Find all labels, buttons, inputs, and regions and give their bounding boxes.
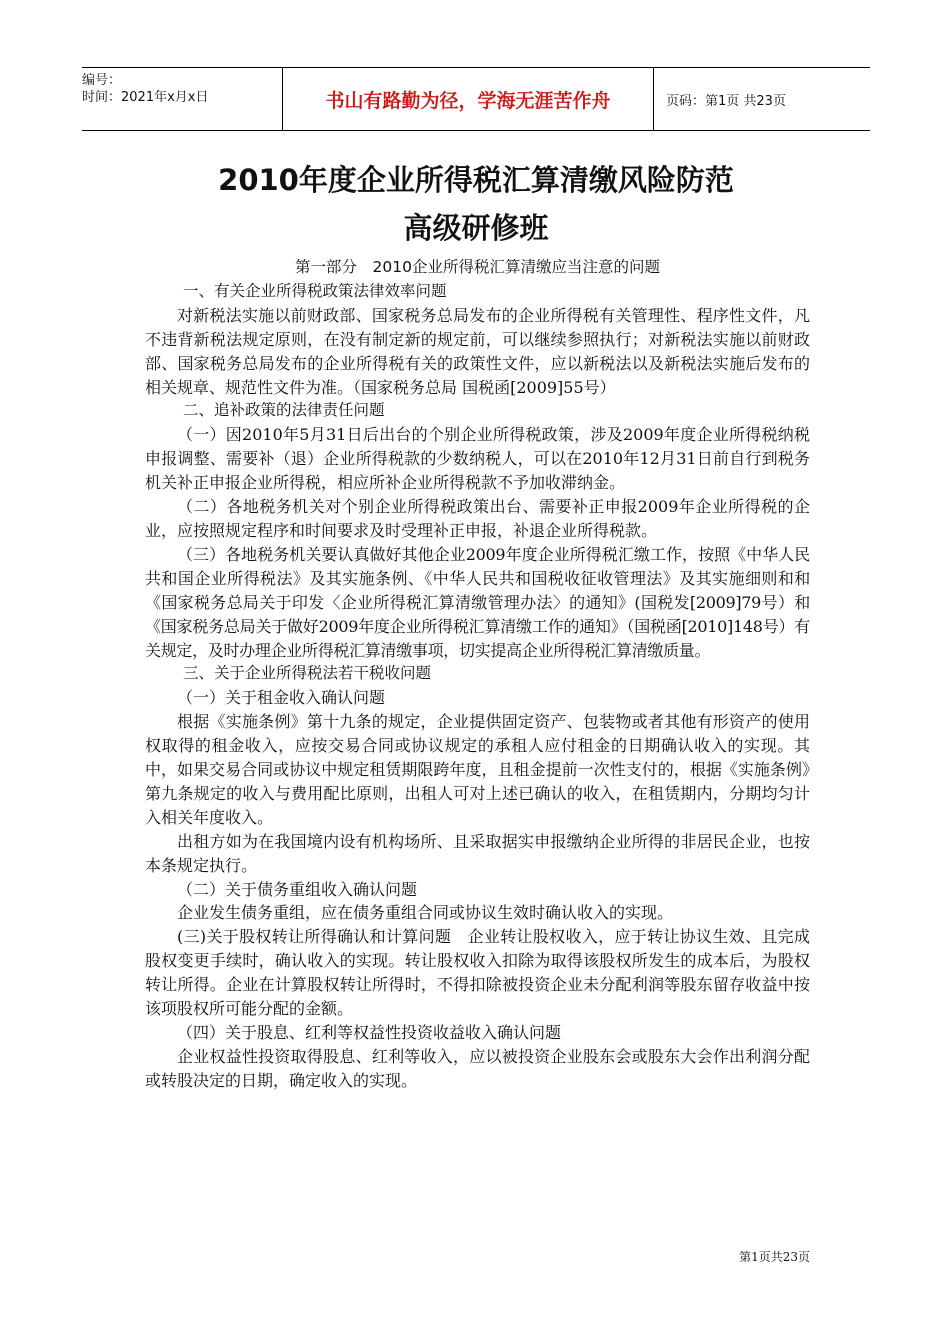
serial-label: 编号： [82, 73, 122, 88]
paragraph: （二）各地税务机关对个别企业所得税政策出台、需要补正申报2009年企业所得税的企业，应按照规定程序和时间要求及时受理补正申报，补退企业所得税款。 [145, 497, 810, 540]
paragraph: 出租方如为在我国境内设有机构场所、且采取据实申报缴纳企业所得的非居民企业，也按本条规定执行。 [145, 831, 810, 875]
subsection-heading: （四）关于股息、红利等权益性投资收益收入确认问题 [177, 1023, 562, 1042]
header-page-info: 页码：第1页 共23页 [666, 93, 786, 109]
document-body [145, 256, 810, 1093]
paragraph: 企业权益性投资取得股息、红利等收入，应以被投资企业股东会或股东大会作出利润分配或转股决定的日期，确定收入的实现。 [145, 1046, 810, 1090]
part-heading: 第一部分 2010企业所得税汇算清缴应当注意的问题 [295, 258, 660, 276]
section-heading: 二、追补政策的法律责任问题 [183, 401, 385, 420]
page-footer: 第1页共23页 [739, 1250, 810, 1264]
section-heading: 一、有关企业所得税政策法律效率问题 [183, 281, 447, 300]
paragraph: 根据《实施条例》第十九条的规定，企业提供固定资产、包装物或者其他有形资产的使用权取得的租金收入，应按交易合同或协议规定的承租人应付租金的日期确认收入的实现。其中，如果交易合同或协议中规定租赁期限跨年度，且租金提前一次性支付的，根据《实施条例》第九条规定的收入与费用配比原则，出租人可对上述已确认的收入，在租赁期内，分期均匀计入相关年度收入。 [145, 712, 810, 827]
paragraph: 对新税法实施以前财政部、国家税务总局发布的企业所得税有关管理性、程序性文件，凡不违背新税法规定原则，在没有制定新的规定前，可以继续参照执行；对新税法实施以前财政部、国家税务总局发布的企业所得税有关的政策性文件，应以新税法以及新税法实施后发布的相关规章、规范性文件为准。（国家税务总局 国税函[2009]55号） [145, 305, 810, 397]
section-heading: 三、关于企业所得税法若干税收问题 [183, 664, 432, 683]
page-header [82, 67, 870, 131]
document-title-line1: 2010年度企业所得税汇算清缴风险防范 [218, 163, 734, 197]
subsection-heading: （二）关于债务重组收入确认问题 [177, 879, 418, 899]
header-motto: 书山有路勤为径，学海无涯苦作舟 [282, 68, 654, 130]
subsection-heading: （一）关于租金收入确认问题 [177, 688, 386, 708]
paragraph: （一）因2010年5月31日后出台的个别企业所得税政策，涉及2009年度企业所得税纳税申报调整、需要补（退）企业所得税款的少数纳税人，可以在2010年12月31日前自行到税务机关补正申报企业所得税，相应所补企业所得税款不予加收滞纳金。 [145, 425, 810, 493]
header-meta [82, 68, 282, 130]
paragraph: 企业发生债务重组，应在债务重组合同或协议生效时确认收入的实现。 [177, 903, 674, 923]
document-title-line2: 高级研修班 [403, 211, 549, 245]
time-label: 时间：2021年x月x日 [82, 90, 209, 105]
paragraph: （三）各地税务机关要认真做好其他企业2009年度企业所得税汇缴工作，按照《中华人民共和国企业所得税法》及其实施条例、《中华人民共和国税收征收管理法》及其实施细则和和《国家税务总局关于印发〈企业所得税汇算清缴管理办法〉的通知》(国税发[2009]79号）和《国家税务总局关于做好2009年度企业所得税汇算清缴工作的通知》（国税函[2010]148号）有关规定，及时办理企业所得税汇算清缴事项，切实提高企业所得税汇算清缴质量。 [145, 544, 810, 660]
paragraph: (三)关于股权转让所得确认和计算问题 企业转让股权收入，应于转让协议生效、且完成股权变更手续时，确认收入的实现。转让股权收入扣除为取得该股权所发生的成本后，为股权转让所得。企业在计算股权转让所得时，不得扣除被投资企业未分配利润等股东留存收益中按该项股权所可能分配的金额。 [145, 927, 810, 1019]
